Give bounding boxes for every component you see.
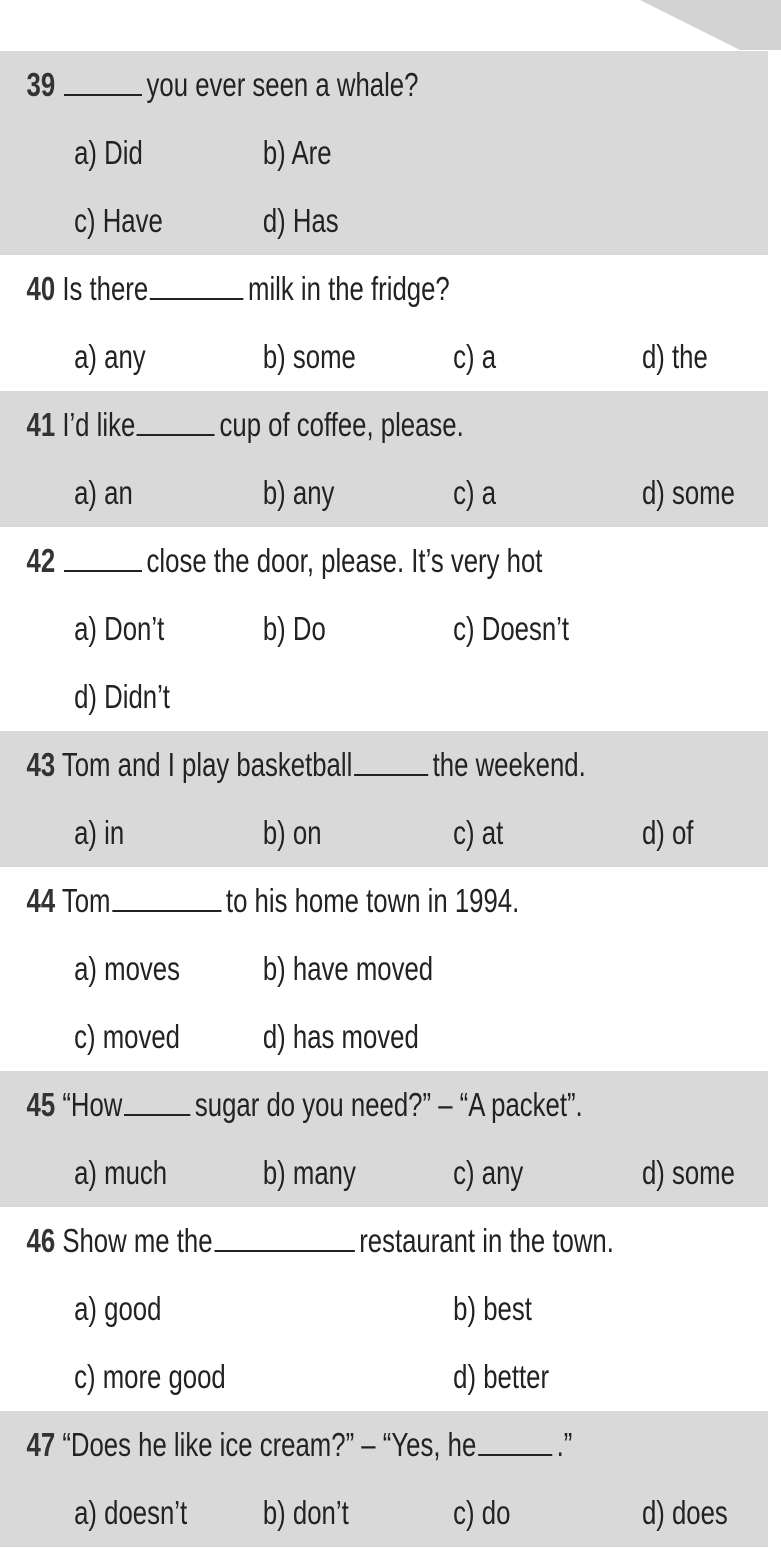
question-number: 46 (26, 1222, 56, 1259)
question-stem (27, 1207, 768, 1275)
option-c[interactable]: c) a (453, 474, 497, 511)
answer-blank (354, 750, 428, 776)
option-d[interactable]: d) some (641, 474, 735, 511)
question-46 (0, 1207, 768, 1411)
question-text-before: I’d like (62, 406, 136, 443)
option-c[interactable]: c) Have (74, 202, 163, 239)
page-corner-decoration (640, 0, 781, 50)
question-stem (27, 867, 768, 935)
option-a[interactable]: a) Did (74, 134, 143, 171)
question-stem (27, 255, 768, 323)
question-text-after: the weekend. (432, 746, 586, 783)
question-45 (0, 1071, 768, 1207)
option-d[interactable]: d) has moved (262, 1018, 419, 1055)
question-text-before: “How (62, 1086, 123, 1123)
question-stem (27, 1411, 768, 1479)
question-number: 47 (26, 1426, 56, 1463)
option-d[interactable]: d) does (641, 1494, 728, 1531)
option-b[interactable]: b) many (262, 1154, 356, 1191)
question-number: 43 (26, 746, 56, 783)
option-d[interactable]: d) some (641, 1154, 735, 1191)
option-b[interactable]: b) Do (262, 610, 326, 647)
question-number: 44 (26, 882, 56, 919)
question-47 (0, 1411, 768, 1547)
option-a[interactable]: a) much (74, 1154, 168, 1191)
question-number: 40 (26, 270, 56, 307)
question-text-after: .” (556, 1426, 573, 1463)
question-42 (0, 527, 768, 731)
question-number: 42 (26, 542, 56, 579)
question-text-before: Tom (61, 882, 111, 919)
question-44 (0, 867, 768, 1071)
option-a[interactable]: a) doesn’t (74, 1494, 188, 1531)
question-stem (27, 527, 768, 595)
option-b[interactable]: b) best (453, 1290, 532, 1327)
option-c[interactable]: c) more good (74, 1358, 226, 1395)
answer-blank (124, 1090, 190, 1116)
question-text-after: restaurant in the town. (359, 1222, 614, 1259)
question-39 (0, 51, 768, 255)
option-c[interactable]: c) Doesn’t (453, 610, 570, 647)
option-b[interactable]: b) Are (262, 134, 332, 171)
question-text-after: to his home town in 1994. (225, 882, 520, 919)
question-43 (0, 731, 768, 867)
question-text-after: sugar do you need?” – “A packet”. (194, 1086, 583, 1123)
option-c[interactable]: c) any (453, 1154, 524, 1191)
option-a[interactable]: a) moves (74, 950, 180, 987)
option-b[interactable]: b) on (262, 814, 322, 851)
option-a[interactable]: a) any (74, 338, 146, 375)
question-stem (27, 391, 768, 459)
quiz-sheet (0, 51, 768, 1547)
question-text-after: cup of coffee, please. (219, 406, 464, 443)
question-text-before: Show me the (62, 1222, 213, 1259)
option-b[interactable]: b) don’t (262, 1494, 349, 1531)
answer-blank (137, 410, 215, 436)
answer-blank (64, 546, 142, 572)
option-a[interactable]: a) in (74, 814, 125, 851)
option-d[interactable]: d) the (641, 338, 708, 375)
answer-blank (478, 1430, 552, 1456)
option-d[interactable]: d) of (641, 814, 694, 851)
option-c[interactable]: c) moved (74, 1018, 180, 1055)
answer-blank (214, 1226, 354, 1252)
question-text-after: you ever seen a whale? (146, 66, 419, 103)
option-a[interactable]: a) an (74, 474, 133, 511)
option-b[interactable]: b) any (262, 474, 335, 511)
option-b[interactable]: b) have moved (262, 950, 434, 987)
answer-blank (112, 886, 221, 912)
option-d[interactable]: d) Didn’t (74, 678, 170, 715)
question-text-before: “Does he like ice cream?” – “Yes, he (62, 1426, 477, 1463)
question-text-before: Tom and I play basketball (61, 746, 353, 783)
option-a[interactable]: a) Don’t (74, 610, 165, 647)
answer-blank (64, 70, 142, 96)
question-number: 41 (26, 406, 56, 443)
question-40 (0, 255, 768, 391)
option-d[interactable]: d) Has (262, 202, 339, 239)
question-number: 39 (26, 66, 56, 103)
option-c[interactable]: c) a (453, 338, 497, 375)
option-a[interactable]: a) good (74, 1290, 162, 1327)
question-number: 45 (26, 1086, 56, 1123)
option-d[interactable]: d) better (453, 1358, 550, 1395)
question-41 (0, 391, 768, 527)
question-text-after: close the door, please. It’s very hot (146, 542, 543, 579)
answer-blank (150, 274, 244, 300)
option-b[interactable]: b) some (262, 338, 356, 375)
question-stem (27, 731, 768, 799)
question-text-after: milk in the fridge? (248, 270, 450, 307)
option-c[interactable]: c) at (453, 814, 504, 851)
question-stem (27, 51, 768, 119)
question-stem (27, 1071, 768, 1139)
question-text-before: Is there (62, 270, 149, 307)
option-c[interactable]: c) do (453, 1494, 511, 1531)
